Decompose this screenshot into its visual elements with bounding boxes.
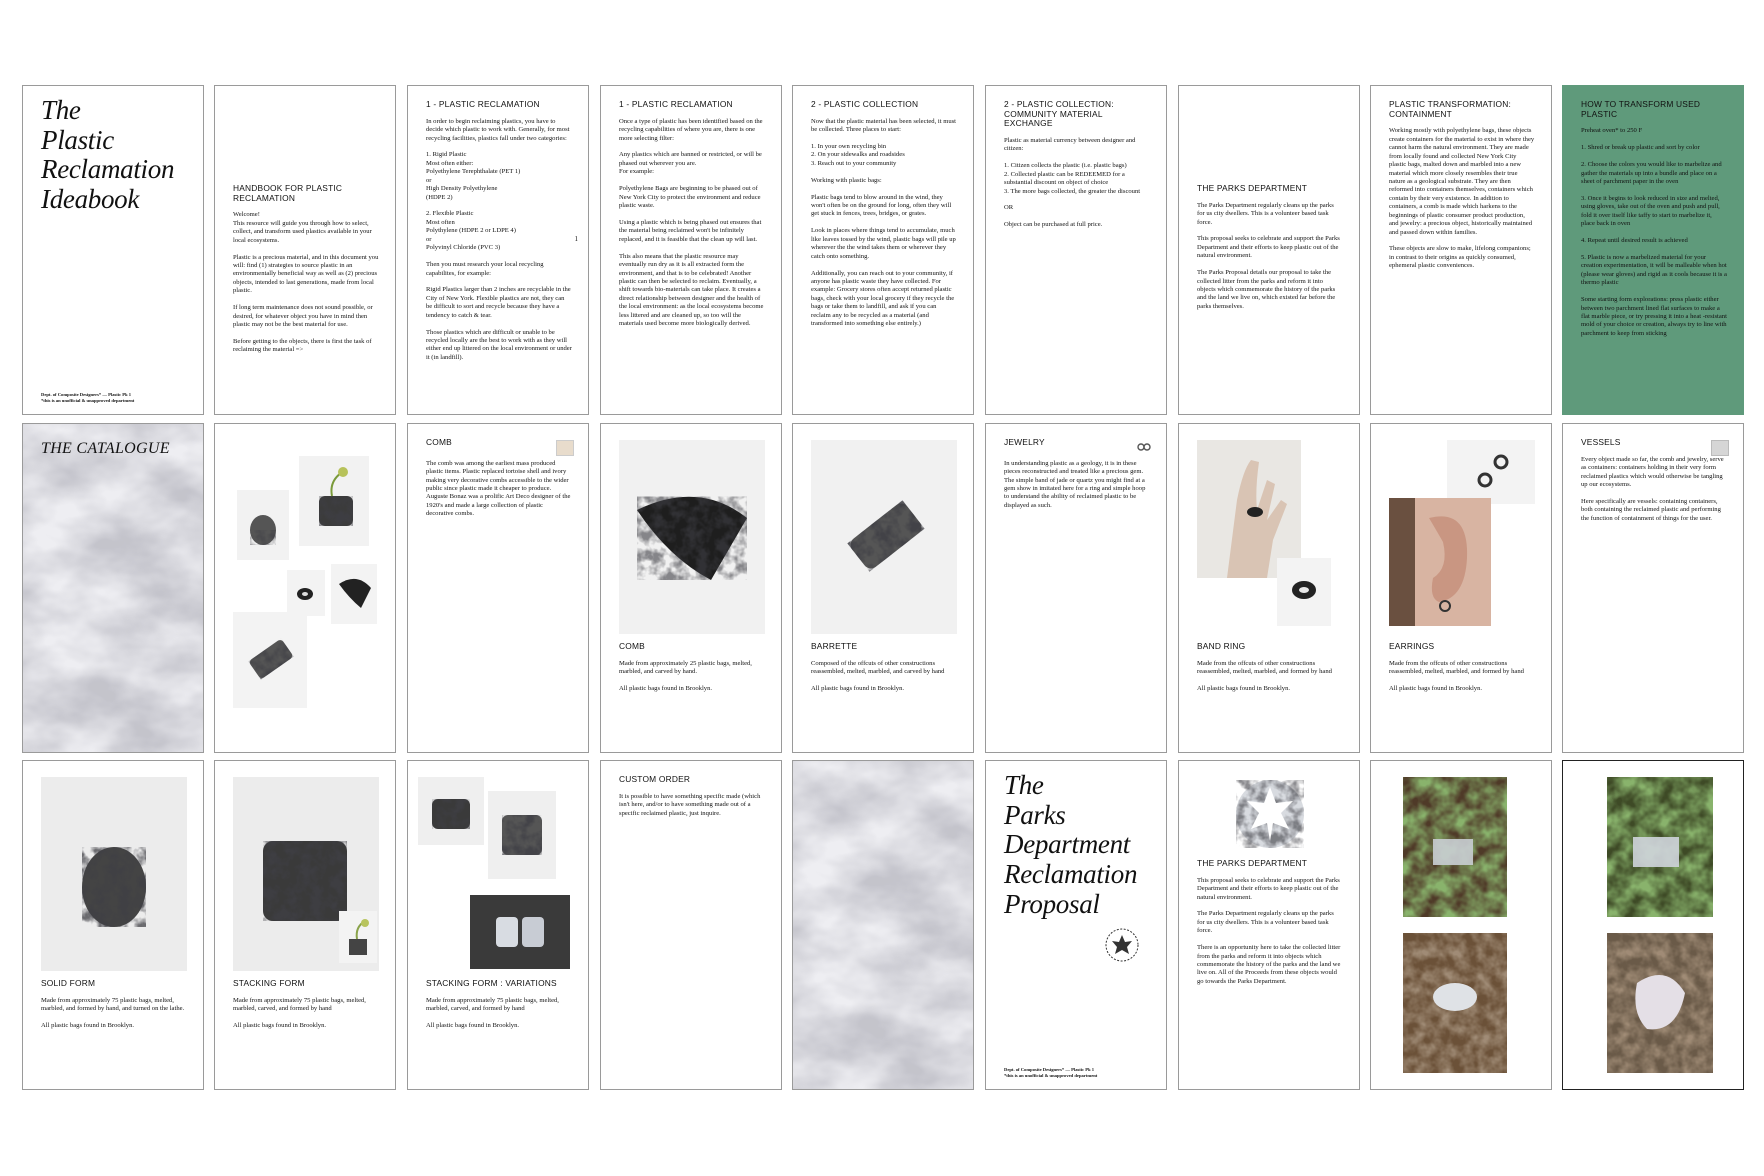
page-body: Plastic as material currency between designer and citizen: 1. Citizen collects the plastic (i.e. plastic bags) 2. Collected plastic can be REDEEMED for a substantial discount on object of choice 3. The more bags collected, the greater the discount OR Object can be purchased at full price. (1004, 136, 1141, 229)
page-body: Composed of the offcuts of other constructions reassembled, melted, marbled, and carved by hand All plastic bags found in Brooklyn. (811, 659, 945, 692)
page-vessels (1562, 423, 1744, 753)
page-body: The Parks Department regularly cleans up the parks for us city dwellers. This is a volunteer based task force. This proposal seeks to celebrate and support the Parks Department and their efforts to keep plastic out of the natural environment. The Parks Proposal details our proposal to take the collected litter from the parks and reform it into objects which commemorate the history of the parks and the land we live on, which existed far before the parks themselves. (1197, 201, 1340, 310)
page-stacking-form (214, 760, 396, 1090)
barrette-photo (811, 440, 957, 634)
parks-seal-icon (1104, 927, 1140, 963)
marble-texture-image (793, 761, 974, 1090)
plant-vessel-photo (339, 911, 377, 963)
page-body: Preheat oven* to 250 F 1. Shred or break up plastic and sort by color 2. Choose the colors you would like to marbelize and gather the materials up into a bundle and place on a sheet of parchment paper in the oven 3. Once it begins to look reduced in size and melted, using gloves, take out of the oven and push and pull, fold it over itself like taffy to start to marbelize it, place back in oven 4. Repeat until desired result is achieved 5. Plastic is now a marbelized material for your creation experimentation, it will be malleable when hot (please wear gloves) and rigid as it cools because it is a thermo plastic Some starting form explorations: press plastic either between two parchment lined flat surfaces to make a flat marble piece, or try pressing it into a heat -resistant mold of your choice or creation, always try to line with parchment to keep from sticking (1581, 127, 1727, 337)
page-heading: STACKING FORM (233, 978, 305, 988)
catalogue-title: THE CATALOGUE (41, 440, 170, 457)
page-heading: CUSTOM ORDER (619, 774, 691, 784)
page-heading: HANDBOOK FOR PLASTIC RECLAMATION (233, 183, 343, 203)
page-how-to-transform (1562, 85, 1744, 415)
page-body: The comb was among the earliest mass produced plastic items. Plastic replaced tortoise shell and ivory making very decorative combs accessible to the wider public since plastic made it cheaper to produce. Auguste Bonaz was a prolific Art Deco designer of the 1920's and made a large collection of plastic decorative combs. (426, 459, 571, 518)
page-body: Made from approximately 25 plastic bags, melted, marbled, and carved by hand. All plastic bags found in Brooklyn. (619, 659, 752, 692)
parks-proposal-title: The Parks Department Reclamation Proposal (1004, 770, 1138, 919)
page-heading: 1 - PLASTIC RECLAMATION (426, 99, 540, 109)
page-body: Every object made so far, the comb and jewelry, serve as containers: containers holding in their very form reclaimed plastics which would otherwise be tangling up our ecosystems. Here specifically are vessels: containing containers, both containing the reclaimed plastic and performing the function of containment of things for the user. (1581, 455, 1724, 522)
stacking-vessel-photo (299, 456, 369, 546)
page-body: Once a type of plastic has been identified based on the recycling capabilities of where you are, there is one more selecting filter: Any plastics which are banned or restricted, or will be phased out wherever you are. For example: Polyethylene Bags are beginning to be phased out of New York City to protect the environment and reduce plastic waste. Using a plastic which is being phased out ensures that the material being reclaimed won't be infinitely replaced, and it is feasible that the clean up will last. This also means that the plastic resource may eventually run dry as it is all extracted form the environment, and that is to be celebrated! Another plastic can then be selected to reclaim. Eventually, a shift towards bio-materials can take place. It creates a direct relationship between designer and the health of the local environment: as the local ecosystems become less littered and are cleaned up, so too will the materials used become more biologically derived. (619, 117, 764, 328)
page-earrings (1370, 423, 1552, 753)
page-footer: Dept. of Composite Designers* — Plastic Pk 1 *this is an unofficial & unapproved department (41, 391, 135, 403)
page-footer: Dept. of Composite Designers* — Plastic Pk 1 *this is an unofficial & unapproved department (1004, 1066, 1098, 1078)
page-heading: COMB (426, 437, 452, 447)
page-body: Made from approximately 75 plastic bags, melted, marbled, carved, and formed by hand All plastic bags found in Brooklyn. (426, 996, 559, 1029)
page-parks-department-2 (1178, 760, 1360, 1090)
page-plastic-collection (792, 85, 974, 415)
page-heading: BARRETTE (811, 641, 858, 651)
ear-photo (1389, 498, 1491, 626)
vessel-thumbnail-icon (1711, 440, 1729, 456)
comb-photo (331, 564, 377, 624)
page-heading: STACKING FORM : VARIATIONS (426, 978, 557, 988)
page-body: Welcome! This resource will guide you through how to select, collect, and transform used plastics available in your local ecosystems. Plastic is a precious material, and in this document you will: find (1) strategies to source plastic in an environmentally beneficial way as well as (2) precious objects, intended to last generations, made from local plastic. If long term maintenance does not sound possible, or desired, for whatever object you have in mind then plastic may not be the best material for use. Before getting to the objects, there is first the task of reclaiming the material => (233, 211, 379, 354)
page-body: This proposal seeks to celebrate and support the Parks Department and their efforts to keep plastic out of the natural environment. The Parks Department regularly cleans up the parks for us city dwellers. This is a volunteer based task force. There is an opportunity here to take the collected litter from the parks and reform it into objects which commemorate the history of the parks and the land we live on. All of the Proceeds from these objects would go towards the Parks Department. (1197, 876, 1341, 985)
page-heading: SOLID FORM (41, 978, 96, 988)
vessel-photo (237, 490, 289, 560)
park-litter-photo-2 (1403, 933, 1507, 1073)
comb-thumbnail-icon (556, 440, 574, 456)
page-heading: THE PARKS DEPARTMENT (1197, 183, 1308, 193)
earrings-thumbnail-icon (1136, 440, 1152, 454)
comb-photo (619, 440, 765, 634)
ideabook-title: The Plastic Reclamation Ideabook (41, 95, 175, 215)
earrings-photo (1447, 440, 1535, 504)
page-custom-order (600, 760, 782, 1090)
park-litter-photo-4 (1607, 933, 1713, 1073)
page-parks-department (1178, 85, 1360, 415)
page-body: Now that the plastic material has been selected, it must be collected. Three places to start: 1. In your own recycling bin 2. On your sidewalks and roadsides 3. Reach out to your community Working with plastic bags: Plastic bags tend to blow around in the wind, they won't often be on the ground for long, often they will get stuck in fences, trees, bridges, or grates. Look in places where things tend to accumulate, much like leaves tossed by the wind, plastic bags will pile up wherever the the wind takes them or wherever they catch onto something. Additionally, you can reach out to your community, if anyone has plastic waste they have collected. For example: Grocery stores often accept returned plastic bags, check with your local grocery if they recycle the bags or take them to landfill, and ask if you can reclaim any to be recycled as a material (and transformed into something else entirely.) (811, 117, 957, 328)
page-plastic-reclamation-2 (600, 85, 782, 415)
page-body: Made from the offcuts of other constructions reassembled, melted, marbled, and formed by hand All plastic bags found in Brooklyn. (1197, 659, 1332, 692)
park-litter-photo-1 (1403, 777, 1507, 917)
page-handbook (214, 85, 396, 415)
page-heading: PLASTIC TRANSFORMATION: CONTAINMENT (1389, 99, 1512, 119)
page-body: Made from approximately 75 plastic bags, melted, marbled, carved, and formed by hand All plastic bags found in Brooklyn. (233, 996, 366, 1029)
page-body: Working mostly with polyethylene bags, these objects create containers for the material to exist in where they cannot harm the natural environment. They are made from locally found and collected New York City plastic bags, malted down and marbled into a new material which more closely resembles their true nature as a geological substrate. They are then reformed into containers themselves, containers which contain by their very existence. In addition to containers, a comb is made which harkens to the beginnings of plastic consumer product production, and jewelry: a precious object, historically maintained and passed down within families. These objects are slow to make, lifelong companions; in contrast to their origins as quickly consumed, ephemeral plastic conveniences. (1389, 127, 1535, 270)
page-marble (792, 760, 974, 1090)
page-transformation (1370, 85, 1552, 415)
page-park-photos-2 (1562, 760, 1744, 1090)
page-heading: 2 - PLASTIC COLLECTION: COMMUNITY MATERIAL EXCHANGE (1004, 99, 1114, 129)
page-heading: 1 - PLASTIC RECLAMATION (619, 99, 733, 109)
page-heading: HOW TO TRANSFORM USED PLASTIC (1581, 99, 1701, 119)
stacking-variation-photo-1 (418, 777, 484, 845)
page-plastic-reclamation-1 (407, 85, 589, 415)
park-litter-photo-3 (1607, 777, 1713, 917)
page-heading: THE PARKS DEPARTMENT (1197, 858, 1308, 868)
page-barrette (792, 423, 974, 753)
page-heading: JEWELRY (1004, 437, 1045, 447)
page-comb (600, 423, 782, 753)
page-heading: BAND RING (1197, 641, 1246, 651)
page-heading: 2 - PLASTIC COLLECTION (811, 99, 919, 109)
page-body: In order to begin reclaiming plastics, you have to decide which plastic to work with. Generally, for most recycling facilities, plastics fall under two categories: 1. Rigid Plastic Most often either: Polyethylene Terephthalate (PET 1) or High Density Polyethylene (HDPE 2) 2. Flexible Plastic Most often Polythylene (HDPE 2 or LDPE 4) or Polyvinyl Chloride (PVC 3) Then you must research your local recycling capabilites, for example: Rigid Plastics larger than 2 inches are recyclable in the City of New York. Flexible plastics are not, they can be difficult to sort and recycle because they have a tendency to catch & tear. Those plastics which are difficult or unable to be recycled locally are the best to work with as they will either end up littered on the local environment or under it (in landfill). (426, 117, 572, 361)
page-heading: EARRINGS (1389, 641, 1435, 651)
page-body: Made from approximately 75 plastic bags, melted, marbled, and formed by hand, and turned on the lathe. All plastic bags found in Brooklyn. (41, 996, 185, 1029)
page-object-collage (214, 423, 396, 753)
page-number: 1 (574, 235, 578, 243)
page-jewelry (985, 423, 1167, 753)
page-title-ideabook (22, 85, 204, 415)
page-catalogue (22, 423, 204, 753)
page-body: Made from the offcuts of other constructions reassembled, melted, marbled, and formed by hand All plastic bags found in Brooklyn. (1389, 659, 1524, 692)
ring-photo (287, 570, 325, 616)
stacking-variation-photo-3 (470, 895, 570, 969)
ring-photo (1277, 558, 1331, 626)
page-stacking-variations (407, 760, 589, 1090)
stacking-variation-photo-2 (488, 791, 556, 879)
solid-vessel-photo (41, 777, 187, 971)
page-heading: COMB (619, 641, 645, 651)
page-community-exchange (985, 85, 1167, 415)
page-park-photos (1370, 760, 1552, 1090)
page-body: It is possible to have something specific made (which isn't here, and/or to have something made out of a specific reclaimed plastic, just inquire. (619, 792, 761, 817)
page-body: In understanding plastic as a geology, it is in these pieces reconstructed and treated like a precious gem. The simple band of jade or quartz you might find at a gem show in imitated here for a ring and simple hoop to understand the ability of reclaimed plastic to be displayed as such. (1004, 459, 1146, 509)
page-parks-title (985, 760, 1167, 1090)
page-solid-form (22, 760, 204, 1090)
page-heading: VESSELS (1581, 437, 1621, 447)
parks-logo-icon (1233, 777, 1307, 851)
page-comb-intro (407, 423, 589, 753)
barrette-photo (233, 612, 307, 708)
page-band-ring (1178, 423, 1360, 753)
